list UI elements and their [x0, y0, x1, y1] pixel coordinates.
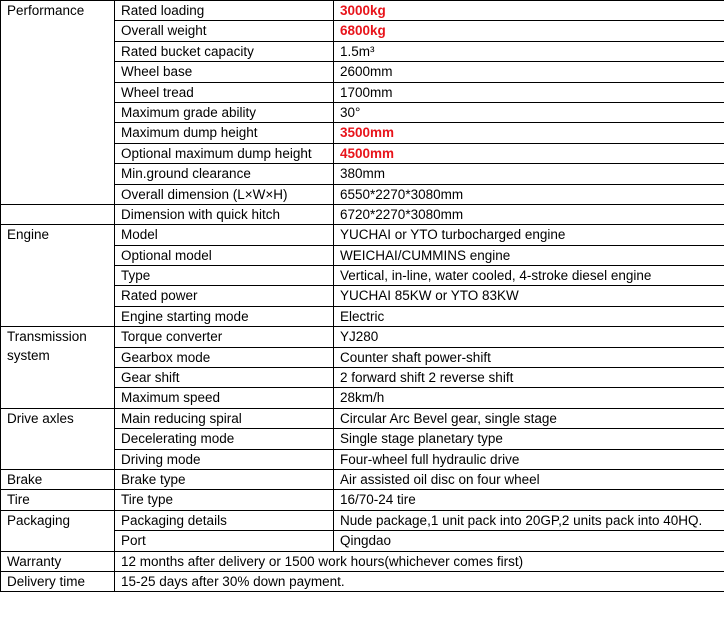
- spec-value: 6720*2270*3080mm: [334, 204, 724, 224]
- spec-label: Maximum grade ability: [115, 102, 334, 122]
- spec-value: 1700mm: [334, 82, 724, 102]
- spec-value: Four-wheel full hydraulic drive: [334, 449, 724, 469]
- spec-row-main-reducing-spiral: [1, 408, 724, 428]
- spec-value: Electric: [334, 306, 724, 326]
- spec-label: Tire type: [115, 490, 334, 510]
- spec-value: Nude package,1 unit pack into 20GP,2 units pack into 40HQ.: [334, 510, 724, 530]
- spec-label: Min.ground clearance: [115, 164, 334, 184]
- spec-value-highlighted: 3500mm: [334, 123, 724, 143]
- category-cell-warranty: Warranty: [1, 551, 115, 571]
- spec-value: Air assisted oil disc on four wheel: [334, 469, 724, 489]
- spec-label: Maximum dump height: [115, 123, 334, 143]
- spec-label: Model: [115, 225, 334, 245]
- spec-row-warranty: [1, 551, 724, 571]
- spec-value: Qingdao: [334, 531, 724, 551]
- spec-row-rated-loading: [1, 1, 724, 21]
- spec-value: Counter shaft power-shift: [334, 347, 724, 367]
- spec-label: Engine starting mode: [115, 306, 334, 326]
- spec-value-highlighted: 3000kg: [334, 1, 724, 21]
- spec-label: Wheel base: [115, 62, 334, 82]
- spec-value: YJ280: [334, 327, 724, 347]
- spec-value-highlighted: 4500mm: [334, 143, 724, 163]
- spec-value: 6550*2270*3080mm: [334, 184, 724, 204]
- spec-row-model: [1, 225, 724, 245]
- category-cell-empty: [1, 204, 115, 224]
- spec-value: Vertical, in-line, water cooled, 4-stroke diesel engine: [334, 266, 724, 286]
- spec-value: 2 forward shift 2 reverse shift: [334, 368, 724, 388]
- category-cell-performance: Performance: [1, 1, 115, 205]
- spec-table-body: [1, 1, 724, 592]
- spec-label: Packaging details: [115, 510, 334, 530]
- spec-label: Optional maximum dump height: [115, 143, 334, 163]
- spec-value-highlighted: 6800kg: [334, 21, 724, 41]
- spec-label: Driving mode: [115, 449, 334, 469]
- category-cell-packaging: Packaging: [1, 510, 115, 551]
- spec-label: Maximum speed: [115, 388, 334, 408]
- spec-value: 28km/h: [334, 388, 724, 408]
- spec-value: 1.5m³: [334, 41, 724, 61]
- spec-label: Decelerating mode: [115, 429, 334, 449]
- spec-value: Circular Arc Bevel gear, single stage: [334, 408, 724, 428]
- category-cell-engine: Engine: [1, 225, 115, 327]
- spec-row-dimension-with-quick-hitch: [1, 204, 724, 224]
- spec-label: Overall dimension (L×W×H): [115, 184, 334, 204]
- spec-row-packaging-details: [1, 510, 724, 530]
- category-cell-tire: Tire: [1, 490, 115, 510]
- spec-label: Optional model: [115, 245, 334, 265]
- spec-row-brake-type: [1, 469, 724, 489]
- spec-value-spanning: 15-25 days after 30% down payment.: [115, 571, 724, 591]
- spec-label: Type: [115, 266, 334, 286]
- category-cell-delivery-time: Delivery time: [1, 571, 115, 591]
- spec-label: Wheel tread: [115, 82, 334, 102]
- category-cell-drive-axles: Drive axles: [1, 408, 115, 469]
- spec-value: WEICHAI/CUMMINS engine: [334, 245, 724, 265]
- spec-label: Rated loading: [115, 1, 334, 21]
- spec-label: Torque converter: [115, 327, 334, 347]
- spec-value-spanning: 12 months after delivery or 1500 work hours(whichever comes first): [115, 551, 724, 571]
- spec-value: 16/70-24 tire: [334, 490, 724, 510]
- spec-label: Main reducing spiral: [115, 408, 334, 428]
- spec-value: Single stage planetary type: [334, 429, 724, 449]
- spec-value: 2600mm: [334, 62, 724, 82]
- spec-value: YUCHAI or YTO turbocharged engine: [334, 225, 724, 245]
- category-cell-transmission-system: Transmission system: [1, 327, 115, 409]
- spec-value: 380mm: [334, 164, 724, 184]
- category-cell-brake: Brake: [1, 469, 115, 489]
- spec-label: Rated power: [115, 286, 334, 306]
- spec-row-tire-type: [1, 490, 724, 510]
- spec-label: Port: [115, 531, 334, 551]
- spec-row-torque-converter: [1, 327, 724, 347]
- spec-label: Overall weight: [115, 21, 334, 41]
- spec-value: YUCHAI 85KW or YTO 83KW: [334, 286, 724, 306]
- spec-label: Gear shift: [115, 368, 334, 388]
- spec-label: Dimension with quick hitch: [115, 204, 334, 224]
- spec-value: 30°: [334, 102, 724, 122]
- spec-label: Rated bucket capacity: [115, 41, 334, 61]
- spec-label: Gearbox mode: [115, 347, 334, 367]
- spec-label: Brake type: [115, 469, 334, 489]
- spec-row-delivery-time: [1, 571, 724, 591]
